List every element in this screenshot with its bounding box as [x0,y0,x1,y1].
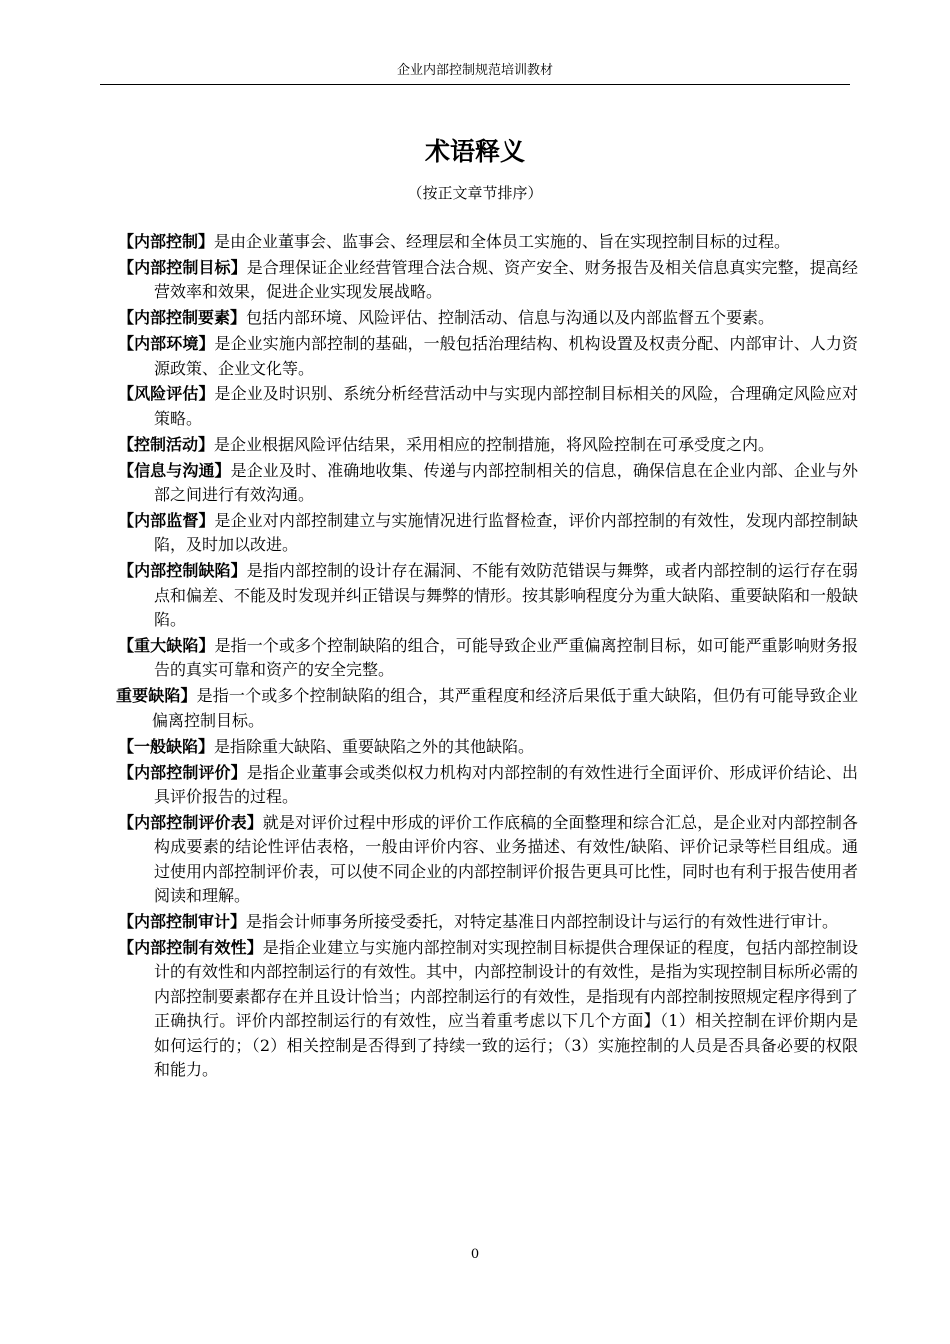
term-entry [116,684,858,733]
term-definition: 是指企业董事会或类似权力机构对内部控制的有效性进行全面评价、形成评价结论、出具评价报告的过程。 [154,762,858,806]
term-definition: 是企业对内部控制建立与实施情况进行监督检查，评价内部控制的有效性，发现内部控制缺陷，及时加以改进。 [154,510,858,555]
term-entry [118,634,858,683]
term-label: 【一般缺陷】 [118,736,215,756]
term-definition: 是企业根据风险评估结果，采用相应的控制措施，将风险控制在可承受度之内。 [214,434,775,454]
page-title: 术语释义 [424,137,525,166]
term-label: 【信息与沟通】 [118,460,231,480]
term-label: 【内部控制缺陷】 [118,561,247,581]
page-number: 0 [470,1247,480,1262]
term-label: 【内部控制要素】 [118,308,247,328]
term-entry [118,509,858,558]
term-definition: 是企业实施内部控制的基础，一般包括治理结构、机构设置及权责分配、内部审计、人力资源政策、企业文化等。 [154,334,858,378]
term-definition: 是指一个或多个控制缺陷的组合，其严重程度和经济后果低于重大缺陷，但仍有可能导致企业偏离控制目标。 [152,686,858,730]
page-subtitle: （按正文章节排序） [407,184,543,202]
term-label: 【重大缺陷】 [118,636,215,655]
term-label: 重要缺陷】 [116,686,197,706]
term-definition: 是合理保证企业经营管理合法合规、资产安全、财务报告及相关信息真实完整，提高经营效率和效果，促进企业实现发展战略。 [154,257,858,302]
term-label: 【内部控制评价表】 [118,812,263,832]
term-entry [118,382,858,431]
terms-list [118,230,858,1084]
term-entry [118,459,858,508]
term-entry [118,230,858,254]
term-label: 【控制活动】 [118,434,215,454]
term-label: 【内部控制评价】 [118,762,247,782]
term-definition: 包括内部环境、风险评估、控制活动、信息与沟通以及内部监督五个要素。 [246,308,775,328]
term-entry [118,910,858,934]
term-entry [118,811,858,909]
term-entry [118,332,858,381]
term-label: 【内部控制审计】 [118,911,247,931]
term-label: 【内部控制目标】 [118,257,247,277]
term-label: 【内部环境】 [118,334,215,354]
term-label: 【内部控制有效性】 [118,937,263,957]
term-definition: 是指企业建立与实施内部控制对实现控制目标提供合理保证的程度，包括内部控制设计的有效性和内部控制运行的有效性。其中，内部控制设计的有效性，是指为实现控制目标所必需的内部控制要素都存在并且设计恰当；内部控制运行的有效性，是指现有内部控制按照规定程序得到了正确执行。评价内部控制运行的有效性，应当着重考虑以下几个方面】（1）相关控制在评价期内是如何运行的；（2）相关控制是否得到了持续一致的运行；（3）实施控制的人员是否具备必要的权限和能力。 [154,937,859,1079]
term-entry [118,306,858,330]
term-label: 【风险评估】 [118,384,215,404]
term-definition: 是指内部控制的设计存在漏洞、不能有效防范错误与舞弊，或者内部控制的运行存在弱点和偏差、不能及时发现并纠正错误与舞弊的情形。按其影响程度分为重大缺陷、重要缺陷和一般缺陷。 [154,561,859,630]
term-entry [118,559,858,632]
term-entry [118,735,858,759]
term-definition: 是由企业董事会、监事会、经理层和全体员工实施的、旨在实现控制目标的过程。 [214,232,791,251]
term-entry [118,936,858,1082]
term-entry [118,256,858,305]
term-definition: 是企业及时识别、系统分析经营活动中与实现内部控制目标相关的风险，合理确定风险应对策略。 [154,384,858,428]
running-header: 企业内部控制规范培训教材 [396,63,553,78]
term-label: 【内部监督】 [118,510,215,530]
term-entry [118,433,858,457]
term-definition: 是指会计师事务所接受委托，对特定基准日内部控制设计与运行的有效性进行审计。 [246,911,839,931]
term-definition: 就是对评价过程中形成的评价工作底稿的全面整理和综合汇总，是企业对内部控制各构成要素的结论性评估表格，一般由评价内容、业务描述、有效性/缺陷、评价记录等栏目组成。通过使用内部控制评价表，可以使不同企业的内部控制评价报告更具可比性，同时也有利于报告使用者阅读和理解。 [154,812,859,906]
term-definition: 是指一个或多个控制缺陷的组合，可能导致企业严重偏离控制目标，如可能严重影响财务报告的真实可靠和资产的安全完整。 [154,636,858,680]
term-definition: 是指除重大缺陷、重要缺陷之外的其他缺陷。 [214,736,535,756]
term-definition: 是企业及时、准确地收集、传递与内部控制相关的信息，确保信息在企业内部、企业与外部之间进行有效沟通。 [154,460,858,505]
term-entry [118,761,858,810]
term-label: 【内部控制】 [118,232,215,251]
header-rule [100,84,850,85]
